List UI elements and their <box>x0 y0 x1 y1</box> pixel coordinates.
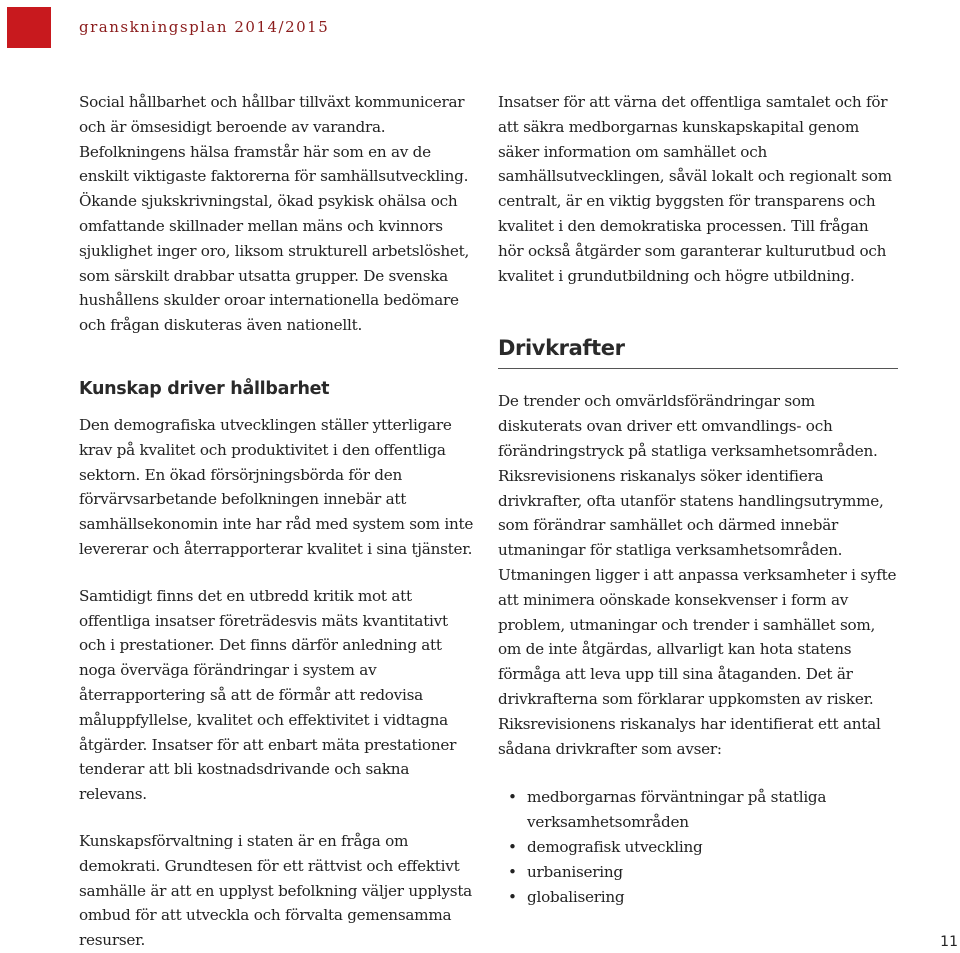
header-accent-block <box>7 7 51 48</box>
intro-paragraph: Social hållbarhet och hållbar tillväxt kommunicerar och är ömsesidigt beroende av varandra. Befolkningens hälsa framstår här som en av de enskilt viktigaste faktorerna för samhällsutveckling. Ökande sjukskrivningstal, ökad psykisk ohälsa och omfattande skillnader mellan mäns och kvinnors sjuklighet inger oro, liksom strukturell arbetslöshet, som särskilt drabbar utsatta grupper. De svenska hushållens skulder oroar internationella bedömare och frågan diskuteras även nationellt. <box>79 93 470 335</box>
body-paragraph: De trender och omvärldsförändringar som diskuterats ovan driver ett omvandlings- och förändringstryck på statliga verksamhetsområden. Riksrevisionens riskanalys söker identifiera drivkrafter, ofta utanför statens handlingsutrymme, som förändrar samhället och därmed innebär utmaningar för statliga verksamhetsområden. Utmaningen ligger i att anpassa verksamheter i syfte att minimera oönskade konsekvenser i form av problem, utmaningar och trender i samhället som, om de inte åtgärdas, allvarligt kan hota statens förmåga att leva upp till sina åtaganden. Det är drivkrafterna som förklarar uppkomsten av risker. Riksrevisionens riskanalys har identifierat ett antal sådana drivkrafter som avser: <box>498 392 897 758</box>
list-item: • medborgarnas förväntningar på statliga verksamhetsområden <box>498 785 898 835</box>
page-number: 11 <box>940 934 958 950</box>
running-header: granskningsplan 2014/2015 <box>79 18 330 36</box>
list-item: • globalisering <box>498 885 898 910</box>
bullet-list <box>498 785 898 909</box>
body-paragraph: Samtidigt finns det en utbredd kritik mot att offentliga insatser företrädesvis mäts kvantitativt och i prestationer. Det finns därför anledning att noga överväga förändringar i system av återrapportering så att de förmår att redovisa måluppfyllelse, kvalitet och effektivitet i vidtagna åtgärder. Insatser för att enbart mäta prestationer tenderar att bli kostnadsdrivande och sakna relevans. <box>79 586 457 804</box>
section-heading-drivkrafter: Drivkrafter <box>498 336 898 369</box>
body-paragraph: Kunskapsförvaltning i staten är en fråga om demokrati. Grundtesen för ett rättvist och effektivt samhälle är att en upplyst befolkning väljer upplysta ombud för att utveckla och förvalta gemensamma resurser. <box>79 831 472 950</box>
section-heading-kunskap: Kunskap driver hållbarhet <box>79 378 330 399</box>
list-item: • demografisk utveckling <box>498 835 898 860</box>
right-column <box>498 90 898 909</box>
body-paragraph: Den demografiska utvecklingen ställer ytterligare krav på kvalitet och produktivitet i den offentliga sektorn. En ökad försörjningsbörda för den förvärvsarbetande befolkningen innebär att samhällsekonomin inte har råd med system som inte levererar och återrapporterar kvalitet i sina tjänster. <box>79 415 474 558</box>
intro-paragraph: Insatser för att värna det offentliga samtalet och för att säkra medborgarnas kunskapskapital genom säker information om samhället och samhällsutvecklingen, såväl lokalt och regionalt som centralt, är en viktig byggsten för transparens och kvalitet i den demokratiska processen. Till frågan hör också åtgärder som garanterar kulturutbud och kvalitet i grundutbildning och högre utbildning. <box>498 93 892 285</box>
left-column <box>79 90 479 953</box>
list-item: • urbanisering <box>498 860 898 885</box>
